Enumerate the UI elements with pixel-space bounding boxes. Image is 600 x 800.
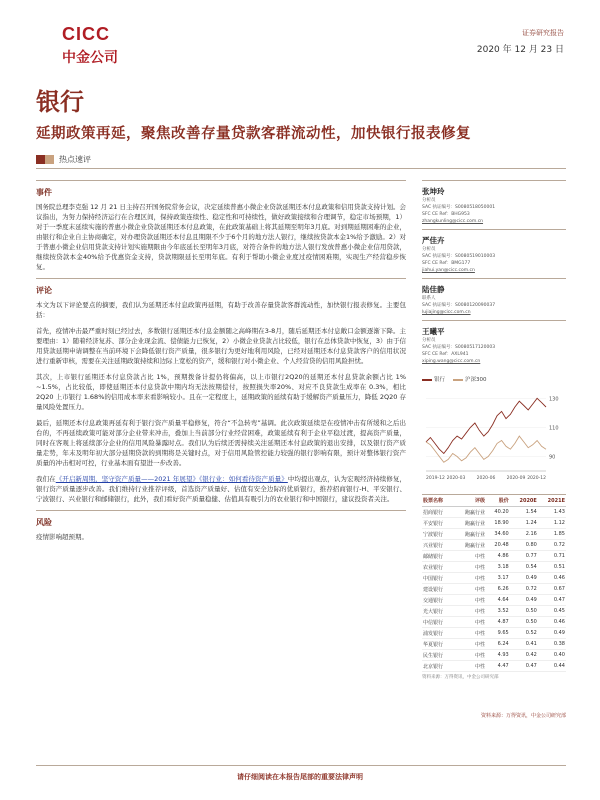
table-cell: 中性 bbox=[454, 562, 486, 573]
performance-chart bbox=[422, 375, 566, 487]
table-cell: 0.72 bbox=[510, 584, 538, 595]
table-row bbox=[422, 584, 566, 595]
table-cell: 0.40 bbox=[538, 650, 566, 661]
table-cell: 3.18 bbox=[486, 562, 510, 573]
table-row bbox=[422, 529, 566, 540]
footer-disclaimer: 请仔细阅读在本报告尾部的重要法律声明 bbox=[237, 773, 363, 781]
table-cell: 0.71 bbox=[538, 551, 566, 562]
table-cell: 邮储银行 bbox=[422, 551, 454, 562]
analyst-sac: SAC 执证编号：S0080518050001 bbox=[422, 205, 496, 210]
analyst-card bbox=[422, 320, 566, 365]
table-header: 2021E bbox=[538, 495, 566, 507]
analyst-email[interactable]: jiahui.yan@cicc.com.cn bbox=[422, 268, 475, 273]
analyst-name: 张坤玲 bbox=[422, 187, 445, 196]
table-cell: 0.44 bbox=[538, 661, 566, 672]
table-header: 股价 bbox=[486, 495, 510, 507]
table-cell: 华夏银行 bbox=[422, 639, 454, 650]
analyst-sfc: SFC CE Ref：AXL941 bbox=[422, 352, 469, 357]
title-divider bbox=[36, 168, 566, 169]
legend-item-bank: 银行 bbox=[422, 375, 445, 383]
table-cell: 0.54 bbox=[510, 562, 538, 573]
report-links-paragraph bbox=[36, 474, 406, 504]
chart-svg bbox=[422, 385, 566, 485]
table-cell: 0.38 bbox=[538, 639, 566, 650]
table-cell: 34.60 bbox=[486, 529, 510, 540]
tag-marker-icon bbox=[36, 155, 54, 164]
analyst-role: 分析员 bbox=[422, 338, 436, 343]
analyst-card bbox=[422, 278, 566, 316]
table-cell: 0.50 bbox=[510, 606, 538, 617]
table-cell: 0.45 bbox=[538, 606, 566, 617]
table-cell: 中信银行 bbox=[422, 617, 454, 628]
table-cell: 交通银行 bbox=[422, 595, 454, 606]
table-cell: 农业银行 bbox=[422, 562, 454, 573]
table-cell: 招商银行 bbox=[422, 507, 454, 518]
table-cell: 跑赢行业 bbox=[454, 507, 486, 518]
event-paragraph: 国务院总理李克强 12 月 21 日主持召开国务院常务会议，决定延续普惠小微企业贷款延期还本付息政策和信用贷款支持计划。会议指出，为努力保持经济运行在合理区间，保持政策连续性、稳定性和可持续性，做好政策接续和合理调节，稳定市场预期，1）对于一季度末延续实施的普惠小微企业贷款延期还本付息政策，在此政策基础上将其延期至明年3月底。对到期延期困难的企业，由银行和企业自主协商确定，对办理贷款延期还本付息且期限不少于6个月的地方法人银行，继续按贷款本金1%给予激励。2）对于普惠小微企业信用贷款支持计划实施期限由今年底延长至明年3月底，对符合条件的地方法人银行发放普惠小微企业信用贷款，继续按贷款本金40%给予优惠资金支持，贷款期限延长至明年底。有利于帮助小微企业度过疫情困难期，实现生产经营稳步恢复。 bbox=[36, 203, 406, 271]
table-cell: 4.86 bbox=[486, 551, 510, 562]
table-cell: 兴业银行 bbox=[422, 540, 454, 551]
table-cell: 中性 bbox=[454, 661, 486, 672]
table-cell: 中性 bbox=[454, 617, 486, 628]
table-cell: 0.77 bbox=[510, 551, 538, 562]
comment-point-1: 首先，疫情冲击最严重时刻已经过去，多数银行延期还本付息金额随之高峰期在3-8月，随后延期还本付息敞口金额逐渐下降。主要理由：1）随着经济复苏、部分企业现金流、偿债能力已恢复，2）小微企业贷款占比较低，银行在总体贷款中恢复，3）由于信用贷款延期申请调整在当前环境下会降低银行资产质量，很多银行为更好地利用风险，已经对延期还本付息贷款客户的信用状况进行重新审核，需要在关注延期政策持续和边际上宽松的资产，缓和银行对小微企业、个人经营贷的信用风险担忧。 bbox=[36, 327, 406, 365]
table-cell: 中性 bbox=[454, 639, 486, 650]
x-tick-label: 2020-06 bbox=[476, 476, 496, 481]
cicc-logo bbox=[62, 24, 142, 67]
y-tick-label: 90 bbox=[549, 454, 556, 461]
table-cell: 中性 bbox=[454, 606, 486, 617]
table-cell: 民生银行 bbox=[422, 650, 454, 661]
table-row bbox=[422, 573, 566, 584]
footer-divider bbox=[36, 765, 566, 766]
y-tick-label: 130 bbox=[549, 396, 559, 403]
main-column bbox=[36, 180, 406, 548]
comment-point-2: 其次，上市银行延期还本付息贷款占比 1%，预期拨备计提仍将偏高，以上市银行2Q20的延期还本付息贷款余额占比 1% ~1.5%，占比较低，即使延期还本付息贷款中期内均无法按期偿付，按照损失率20%、对应不良贷款生成率在 0.3%，相比 2Q20 上市银行 1.68%的信用成本率来看影响较小。且在一定程度上，延期政策的延续有助于缓解资产质量压力，降低 2Q20 存量风险处置压力。 bbox=[36, 373, 406, 411]
stock-table bbox=[422, 494, 566, 680]
analyst-name: 陆佳静 bbox=[422, 285, 445, 294]
report-tag bbox=[36, 154, 91, 165]
table-cell: 0.46 bbox=[538, 573, 566, 584]
table-cell: 1.43 bbox=[538, 507, 566, 518]
table-cell: 20.48 bbox=[486, 540, 510, 551]
table-source: 资料来源：万得资讯，中金公司研究部 bbox=[422, 675, 499, 680]
table-cell: 9.65 bbox=[486, 628, 510, 639]
section-comment-title: 评论 bbox=[36, 278, 406, 296]
table-header: 股票名称 bbox=[422, 495, 454, 507]
analyst-sfc: SFC CE Ref：BMG177 bbox=[422, 261, 471, 266]
series-line-bank bbox=[426, 398, 546, 453]
table-row bbox=[422, 639, 566, 650]
analyst-card bbox=[422, 229, 566, 274]
analyst-sfc: SFC CE Ref：BHG953 bbox=[422, 212, 470, 217]
table-cell: 北京银行 bbox=[422, 661, 454, 672]
report-title: 延期政策再延，聚焦改善存量贷款客群流动性，加快银行报表修复 bbox=[36, 125, 471, 142]
table-row bbox=[422, 661, 566, 672]
table-cell: 0.46 bbox=[538, 617, 566, 628]
table-row bbox=[422, 518, 566, 529]
table-cell: 40.20 bbox=[486, 507, 510, 518]
table-cell: 跑赢行业 bbox=[454, 518, 486, 529]
table-cell: 0.49 bbox=[538, 628, 566, 639]
table-cell: 光大银行 bbox=[422, 606, 454, 617]
analyst-name: 王曦平 bbox=[422, 327, 445, 336]
analyst-name: 严佳卉 bbox=[422, 236, 445, 245]
table-cell: 跑赢行业 bbox=[454, 540, 486, 551]
header-meta bbox=[477, 28, 564, 55]
analyst-role: 分析员 bbox=[422, 198, 436, 203]
report-link-1[interactable]: 《开启新周期，坚守资产质量——2021 年展望》 bbox=[55, 475, 200, 483]
analyst-card bbox=[422, 180, 566, 225]
x-tick-label: 2020-03 bbox=[446, 476, 466, 481]
table-cell: 跑赢行业 bbox=[454, 529, 486, 540]
table-cell: 4.87 bbox=[486, 617, 510, 628]
table-row bbox=[422, 617, 566, 628]
table-cell: 平安银行 bbox=[422, 518, 454, 529]
x-tick-label: 2019-12 bbox=[426, 476, 445, 481]
table-row bbox=[422, 628, 566, 639]
legend-item-csi300: 沪深300 bbox=[453, 375, 487, 383]
table-cell: 1.24 bbox=[510, 518, 538, 529]
table-cell: 1.12 bbox=[538, 518, 566, 529]
table-row bbox=[422, 650, 566, 661]
table-row bbox=[422, 551, 566, 562]
table-cell: 宁波银行 bbox=[422, 529, 454, 540]
table-row bbox=[422, 540, 566, 551]
table-cell: 2.16 bbox=[510, 529, 538, 540]
table-cell: 0.42 bbox=[510, 650, 538, 661]
series-line-csi300 bbox=[426, 436, 546, 462]
table-cell: 18.90 bbox=[486, 518, 510, 529]
sector-title: 银行 bbox=[36, 87, 84, 116]
report-date: 2020 年 12 月 23 日 bbox=[476, 45, 564, 55]
table-header-row bbox=[422, 495, 566, 507]
table-row bbox=[422, 595, 566, 606]
comment-intro: 本文为以下评论要点的摘要，我们认为延期还本付息政策再延期，有助于改善存量贷款客群流动性，加快银行报表修复。主要包括： bbox=[36, 301, 406, 319]
table-cell: 1.85 bbox=[538, 529, 566, 540]
table-cell: 0.41 bbox=[510, 639, 538, 650]
analyst-sac: SAC 执证编号：S0080120090037 bbox=[422, 303, 496, 308]
section-risk-title: 风险 bbox=[36, 510, 406, 528]
table-cell: 3.17 bbox=[486, 573, 510, 584]
table-row bbox=[422, 562, 566, 573]
table-cell: 0.72 bbox=[538, 540, 566, 551]
table-cell: 中性 bbox=[454, 584, 486, 595]
table-cell: 0.47 bbox=[510, 661, 538, 672]
analyst-sidebar bbox=[422, 180, 566, 369]
analyst-sac: SAC 执证编号：S0080517120003 bbox=[422, 345, 496, 350]
table-cell: 中性 bbox=[454, 573, 486, 584]
table-header: 2020E bbox=[510, 495, 538, 507]
risk-paragraph: 疫情影响超预期。 bbox=[36, 533, 88, 541]
source-note: 资料来源：万得资讯，中金公司研究部 bbox=[480, 713, 566, 719]
table-cell: 建设银行 bbox=[422, 584, 454, 595]
analyst-email[interactable]: zhangkunling@cicc.com.cn bbox=[422, 219, 484, 224]
analyst-role: 联系人 bbox=[422, 296, 436, 301]
table-cell: 6.24 bbox=[486, 639, 510, 650]
table-cell: 4.93 bbox=[486, 650, 510, 661]
table-cell: 0.47 bbox=[538, 595, 566, 606]
table-cell: 中性 bbox=[454, 551, 486, 562]
table-header: 评级 bbox=[454, 495, 486, 507]
table-row bbox=[422, 606, 566, 617]
table-cell: 0.50 bbox=[510, 617, 538, 628]
table-cell: 中国银行 bbox=[422, 573, 454, 584]
logo-cn-text: 中金公司 bbox=[62, 50, 118, 66]
analyst-email[interactable]: xiping.wang@cicc.com.cn bbox=[422, 359, 481, 364]
analyst-email[interactable]: lujiajing@cicc.com.cn bbox=[422, 310, 471, 315]
table-cell: 0.67 bbox=[538, 584, 566, 595]
table-cell: 中性 bbox=[454, 650, 486, 661]
logo-mark: CICC bbox=[62, 24, 110, 44]
y-tick-label: 110 bbox=[549, 425, 559, 432]
table-row bbox=[422, 507, 566, 518]
table-cell: 1.54 bbox=[510, 507, 538, 518]
table-cell: 中性 bbox=[454, 628, 486, 639]
report-links-text: 中均提出观点，认为宏观经济持续修复，银行资产质量逐步改善。我们维持行业推荐评级，首选资产质量好、估值有安全边际的优质银行，推荐招商银行-H、平安银行、宁波银行、兴业银行和邮储银行，此外，我们看好资产质量稳健、估值具有吸引力的农业银行和中国银行，建议投资者关注。 bbox=[36, 475, 407, 503]
table-cell: 4.64 bbox=[486, 595, 510, 606]
table-cell: 6.26 bbox=[486, 584, 510, 595]
comment-point-3: 最后，延期还本付息政策再延有利于银行资产质量平稳修复，符合“不急转弯”基调。此次政策延续是在疫情冲击有所缓和之后出台的，不再延续政策可能对部分企业带来冲击，叠加上当前部分行业经营困难，政策延续有利于企业平稳过渡，提高资产质量，同时在客观上将延续部分企业的信用风险暴露时点。我们认为后续还需持续关注延期还本付息政策的退出安排，以及银行资产质量走势，年末及明年初大部分延期贷款的到期将是关键时点，对于信用风险管控能力较强的银行影响有限，预计对整体银行资产质量的冲击相对可控，行业基本面有望进一步改善。 bbox=[36, 419, 406, 467]
analyst-role: 分析员 bbox=[422, 247, 436, 252]
table-cell: 浦发银行 bbox=[422, 628, 454, 639]
x-tick-label: 2020-09 bbox=[506, 476, 526, 481]
analyst-sac: SAC 执证编号：S0080519010003 bbox=[422, 254, 496, 259]
table-cell: 0.80 bbox=[510, 540, 538, 551]
chart-legend bbox=[422, 375, 566, 383]
report-links-prefix: 我们在 bbox=[36, 475, 56, 483]
table-cell: 3.52 bbox=[486, 606, 510, 617]
table-cell: 0.49 bbox=[510, 595, 538, 606]
section-event-title: 事件 bbox=[36, 180, 406, 198]
table-cell: 0.49 bbox=[510, 573, 538, 584]
table-cell: 4.47 bbox=[486, 661, 510, 672]
table-cell: 0.52 bbox=[510, 628, 538, 639]
report-type: 证券研究报告 bbox=[522, 29, 564, 37]
report-link-2[interactable]: 《银行业：如何看待资产质量》 bbox=[199, 475, 288, 483]
table-cell: 0.51 bbox=[538, 562, 566, 573]
tag-label: 热点速评 bbox=[59, 155, 91, 164]
table-cell: 中性 bbox=[454, 595, 486, 606]
x-tick-label: 2020-12 bbox=[527, 476, 546, 481]
